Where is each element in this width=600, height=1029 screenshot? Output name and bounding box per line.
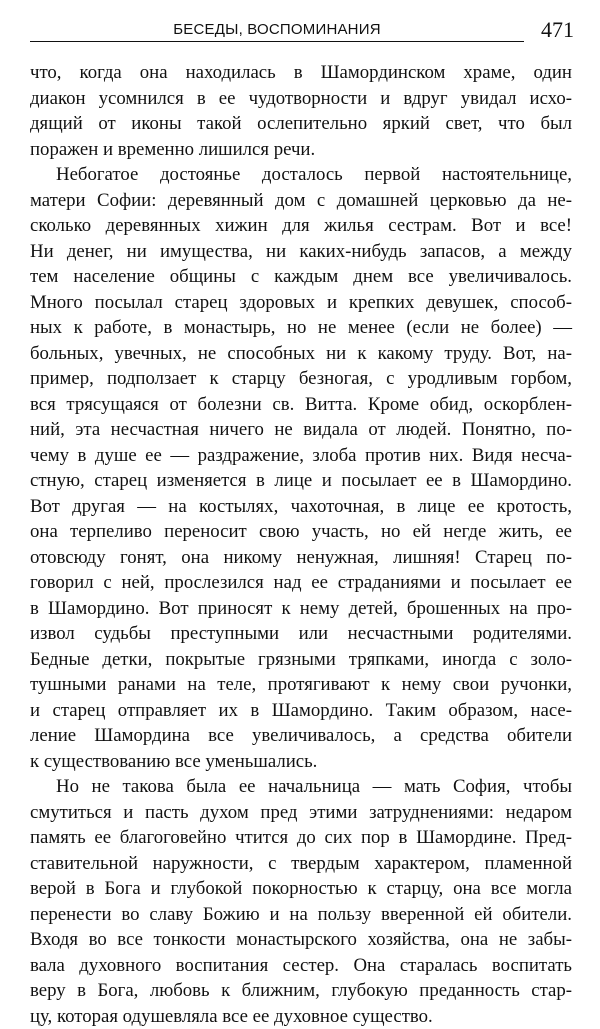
header-rule bbox=[30, 41, 524, 42]
text-line: ление Шамордина все увеличивалось, а средства обители bbox=[30, 723, 572, 749]
text-line: смутиться и пасть духом пред этими затруднениями: недаром bbox=[30, 800, 572, 826]
text-line: перенести во славу Божию и на пользу вверенной ей обители. bbox=[30, 902, 572, 928]
text-line: сколько деревянных хижин для жилья сестрам. Вот и все! bbox=[30, 213, 572, 239]
text-line: цу, которая одушевляла все ее духовное существо. bbox=[30, 1004, 572, 1029]
text-line: что, когда она находилась в Шамординском храме, один bbox=[30, 60, 572, 86]
text-line: к существованию все уменьшались. bbox=[30, 749, 572, 775]
text-line: верой в Бога и глубокой покорностью к старцу, она все могла bbox=[30, 876, 572, 902]
text-line: вала духовного воспитания сестер. Она старалась воспитать bbox=[30, 953, 572, 979]
text-line: и старец отправляет их в Шамордино. Таким образом, насе- bbox=[30, 698, 572, 724]
text-line: Ни денег, ни имущества, ни каких-нибудь запасов, а между bbox=[30, 239, 572, 265]
text-line: отовсюду гонят, она никому ненужная, лишняя! Старец по- bbox=[30, 545, 572, 571]
text-line: Вот другая — на костылях, чахоточная, в лице ее кротость, bbox=[30, 494, 572, 520]
text-line: Но не такова была ее начальница — мать София, чтобы bbox=[30, 774, 572, 800]
text-line: матери Софии: деревянный дом с домашней церковью да не- bbox=[30, 188, 572, 214]
text-line: ний, эта несчастная ничего не видала от людей. Понятно, по- bbox=[30, 417, 572, 443]
text-line: извол судьбы преступными или несчастными родителями. bbox=[30, 621, 572, 647]
text-line: Входя во все тонкости монастырского хозяйства, она не забы- bbox=[30, 927, 572, 953]
text-line: память ее благоговейно чтится до сих пор в Шамордине. Пред- bbox=[30, 825, 572, 851]
text-line: Небогатое достоянье досталось первой настоятельнице, bbox=[30, 162, 572, 188]
page-number: 471 bbox=[541, 19, 574, 41]
text-line: она терпеливо переносит свою участь, но ей негде жить, ее bbox=[30, 519, 572, 545]
text-line: дящий от иконы такой ослепительно яркий свет, что был bbox=[30, 111, 572, 137]
text-line: Много посылал старец здоровых и крепких девушек, способ- bbox=[30, 290, 572, 316]
text-line: тем население общины с каждым днем все увеличивалось. bbox=[30, 264, 572, 290]
text-line: стную, старец изменяется в лице и посылает ее в Шамордино. bbox=[30, 468, 572, 494]
text-line: Бедные детки, покрытые грязными тряпками, иногда с золо- bbox=[30, 647, 572, 673]
text-line: тушными ранами на теле, протягивают к нему свои ручонки, bbox=[30, 672, 572, 698]
text-line: диакон усомнился в ее чудотворности и вдруг увидал исхо- bbox=[30, 86, 572, 112]
text-line: поражен и временно лишился речи. bbox=[30, 137, 572, 163]
text-line: говорил с ней, прослезился над ее страданиями и посылает ее bbox=[30, 570, 572, 596]
page-header bbox=[30, 14, 574, 44]
running-head: БЕСЕДЫ, ВОСПОМИНАНИЯ bbox=[30, 22, 524, 38]
text-line: вся трясущаяся от болезни св. Витта. Кроме обид, оскорблен- bbox=[30, 392, 572, 418]
text-line: ных к работе, в монастырь, но не менее (если не более) — bbox=[30, 315, 572, 341]
text-line: в Шамордино. Вот приносят к нему детей, брошенных на про- bbox=[30, 596, 572, 622]
text-line: чему в душе ее — раздражение, злоба против них. Видя несча- bbox=[30, 443, 572, 469]
text-line: ставительной наружности, с твердым характером, пламенной bbox=[30, 851, 572, 877]
body-text bbox=[30, 60, 572, 1029]
text-line: больных, увечных, не способных ни к какому труду. Вот, на- bbox=[30, 341, 572, 367]
text-line: веру в Бога, любовь к ближним, глубокую преданность стар- bbox=[30, 978, 572, 1004]
text-line: пример, подползает к старцу безногая, с уродливым горбом, bbox=[30, 366, 572, 392]
